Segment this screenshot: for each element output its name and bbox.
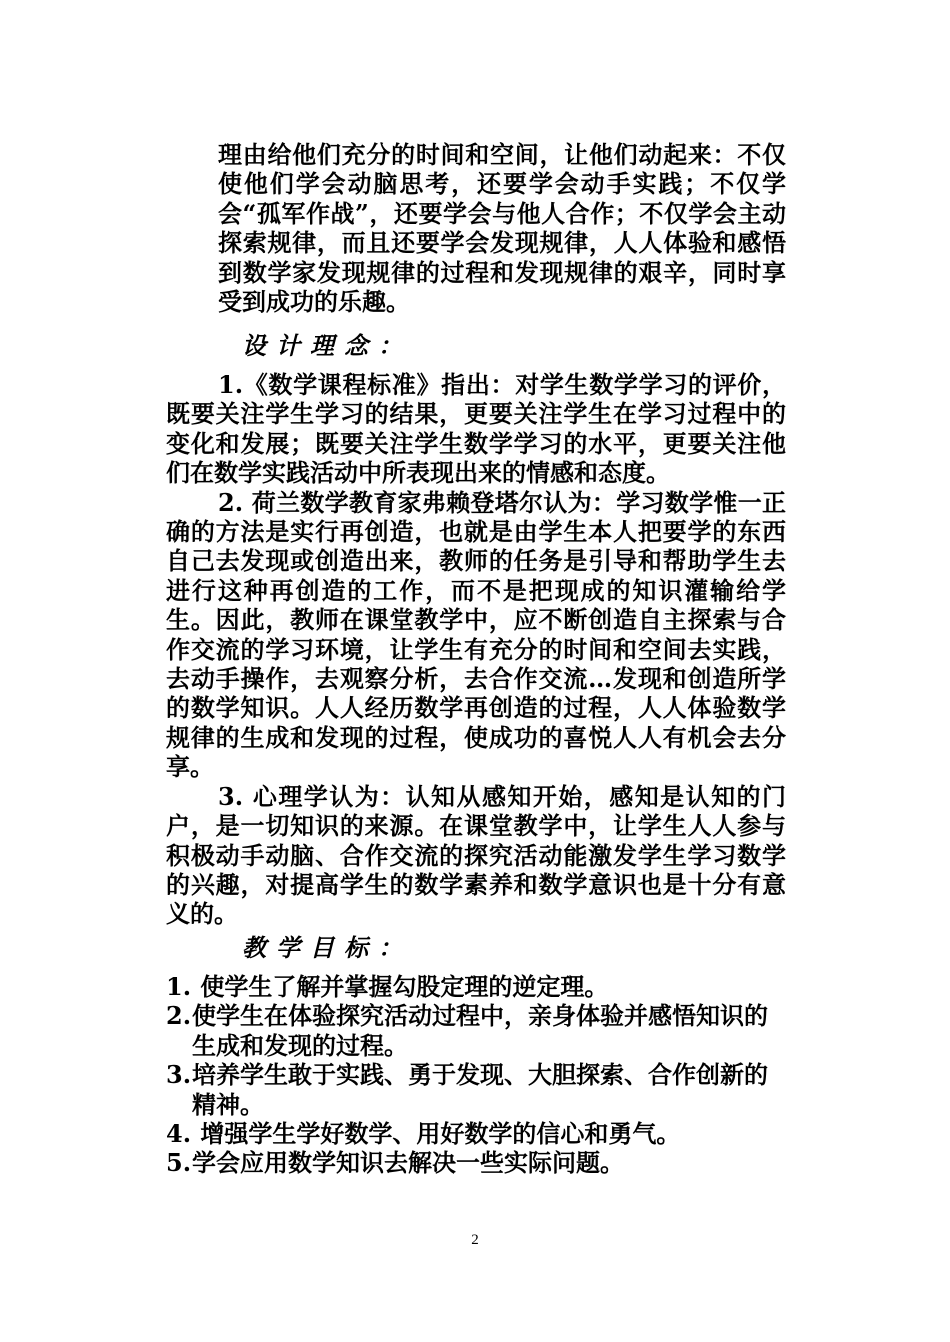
teaching-goals-heading: 教学目标： [242, 933, 412, 962]
goal-text: 学会应用数学知识去解决一些实际问题。 [192, 1148, 624, 1178]
design-concept-heading-wrap [242, 326, 862, 361]
design-concept-heading: 设计理念： [242, 331, 412, 360]
goal-text: 使学生了解并掌握勾股定理的逆定理。 [192, 972, 609, 1001]
goal-number: 3. [166, 1060, 192, 1090]
goal-text: 增强学生学好数学、用好数学的信心和勇气。 [192, 1119, 681, 1149]
page-number: 2 [471, 1232, 479, 1248]
goal-item [166, 1148, 786, 1177]
goal-number: 5. [166, 1148, 192, 1178]
intro-paragraph: 理由给他们充分的时间和空间，让他们动起来：不仅使他们学会动脑思考，还要学会动手实践；不仅学会“孤军作战”，还要学会与他人合作；不仅学会主动探索规律，而且还要学会发现规律，人人体验和感悟到数学家发现规律的过程和发现规律的艰辛，同时享受到成功的乐趣。 [218, 140, 786, 317]
goal-item [166, 1001, 786, 1060]
goal-item [166, 972, 786, 1001]
design-concept-paragraph-2: 2. 荷兰数学教育家弗赖登塔尔认为：学习数学惟一正确的方法是实行再创造，也就是由学生本人把要学的东西自己去发现或创造出来，教师的任务是引导和帮助学生去进行这种再创造的工作，而不是把现成的知识灌输给学生。因此，教师在课堂教学中，应不断创造自主探索与合作交流的学习环境，让学生有充分的时间和空间去实践，去动手操作，去观察分析，去合作交流…发现和创造所学的数学知识。人人经历数学再创造的过程，人人体验数学规律的生成和发现的过程，使成功的喜悦人人有机会去分享。 [166, 487, 786, 782]
intro-section [166, 140, 786, 316]
goal-number: 2. [166, 1001, 192, 1031]
design-concept-paragraph-3: 3. 心理学认为：认知从感知开始，感知是认知的门户，是一切知识的来源。在课堂教学中，让学生人人参与积极动手动脑、合作交流的探究活动能激发学生学习数学的兴趣，对提高学生的数学素养和数学意识也是十分有意义的。 [166, 781, 786, 929]
teaching-goals-section [166, 972, 786, 1178]
design-concept-section [166, 370, 786, 929]
goal-text: 培养学生敢于实践、勇于发现、大胆探索、合作创新的精神。 [192, 1060, 768, 1119]
teaching-goals-heading-wrap [242, 928, 862, 963]
goal-number: 1. [166, 972, 192, 1001]
teaching-goals-list [166, 972, 786, 1178]
goal-item [166, 1060, 786, 1119]
goal-item [166, 1119, 786, 1148]
design-concept-paragraph-1: 1.《数学课程标准》指出：对学生数学学习的评价，既要关注学生学习的结果，更要关注学生在学习过程中的变化和发展；既要关注学生数学学习的水平，更要关注他们在数学实践活动中所表现出来的情感和态度。 [166, 370, 786, 488]
goal-text: 使学生在体验探究活动过程中，亲身体验并感悟知识的生成和发现的过程。 [192, 1001, 768, 1060]
goal-number: 4. [166, 1119, 192, 1149]
